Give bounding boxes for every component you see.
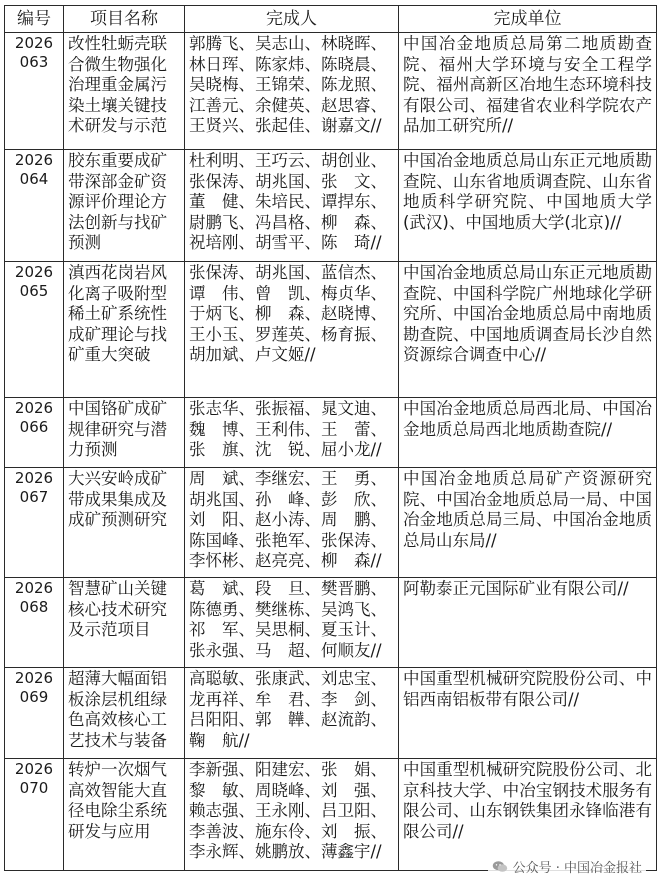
wechat-icon (492, 860, 508, 873)
row-completers: 张志华、张振福、晁文迪、魏 博、王利伟、王 蕾、张 旗、沈 锐、屈小龙// (185, 398, 399, 468)
row-code: 2026 064 (5, 150, 64, 262)
row-completers: 李新强、阳建宏、张 娟、黎 敏、周晓峰、刘 强、赖志强、王永刚、吕卫阳、李善波、施东伶、刘 振、李永辉、姚鹏放、薄鑫宇// (185, 759, 399, 871)
table-row (5, 468, 657, 578)
row-code: 2026 065 (5, 262, 64, 398)
row-units: 中国重型机械研究院股份公司、中铝西南铝板带有限公司// (399, 668, 657, 759)
table-row (5, 759, 657, 871)
row-project-name: 滇西花岗岩风化离子吸附型稀土矿系统性成矿理论与找矿重大突破 (64, 262, 185, 398)
row-completers: 葛 斌、段 旦、樊晋鹏、陈德勇、樊继栋、吴鸿飞、祁 军、吴思桐、夏玉计、张永强、马 超、何顺友// (185, 578, 399, 668)
row-completers: 张保涛、胡兆国、蓝信杰、谭 伟、曾 凯、梅贞华、于炳飞、柳 森、赵晓博、王小玉、罗莲英、杨育振、胡加斌、卢文姬// (185, 262, 399, 398)
row-completers: 高聪敏、张康武、刘忠宝、龙再祥、牟 君、李 剑、吕阳阳、郭 韡、赵流韵、鞠 航// (185, 668, 399, 759)
awards-table (4, 5, 657, 871)
table-row (5, 150, 657, 262)
header-units: 完成单位 (399, 6, 657, 33)
row-code: 2026 070 (5, 759, 64, 871)
table-row (5, 262, 657, 398)
header-row (5, 6, 657, 33)
row-units: 中国冶金地质总局第二地质勘查院、福州大学环境与安全工程学院、福州高新区冶地生态环境科技有限公司、福建省农业科学院农产品加工研究所// (399, 33, 657, 150)
header-completers: 完成人 (185, 6, 399, 33)
row-project-name: 改性牡蛎壳联合微生物强化治理重金属污染土壤关键技术研发与示范 (64, 33, 185, 150)
row-project-name: 大兴安岭成矿带成果集成及成矿预测研究 (64, 468, 185, 578)
row-code: 2026 067 (5, 468, 64, 578)
header-project-name: 项目名称 (64, 6, 185, 33)
header-code: 编号 (5, 6, 64, 33)
row-project-name: 超薄大幅面铝板涂层机组绿色高效核心工艺技术与装备 (64, 668, 185, 759)
row-project-name: 中国铬矿成矿规律研究与潜力预测 (64, 398, 185, 468)
row-units: 阿勒泰正元国际矿业有限公司// (399, 578, 657, 668)
row-units: 中国冶金地质总局山东正元地质勘查院、山东省地质调查院、山东省地质科学研究院、中国地质大学(武汉)、中国地质大学(北京)// (399, 150, 657, 262)
row-project-name: 转炉一次烟气高效智能大直径电除尘系统研发与应用 (64, 759, 185, 871)
table-row (5, 398, 657, 468)
watermark (488, 856, 646, 877)
row-completers: 周 斌、李继宏、王 勇、胡兆国、孙 峰、彭 欣、刘 阳、赵小涛、周 鹏、陈国峰、张艳军、张保涛、李怀彬、赵亮亮、柳 森// (185, 468, 399, 578)
row-code: 2026 069 (5, 668, 64, 759)
row-units: 中国重型机械研究院股份公司、北京科技大学、中冶宝钢技术服务有限公司、山东钢铁集团永锋临港有限公司// (399, 759, 657, 871)
row-completers: 杜利明、王巧云、胡创业、张保涛、胡兆国、张 文、董 健、朱培民、谭捍东、尉鹏飞、冯昌格、柳 森、祝培刚、胡雪平、陈 琦// (185, 150, 399, 262)
row-project-name: 智慧矿山关键核心技术研究及示范项目 (64, 578, 185, 668)
table-row (5, 33, 657, 150)
table-row (5, 668, 657, 759)
row-units: 中国冶金地质总局矿产资源研究院、中国冶金地质总局一局、中国冶金地质总局三局、中国冶金地质总局山东局// (399, 468, 657, 578)
row-code: 2026 063 (5, 33, 64, 150)
table-row (5, 578, 657, 668)
row-project-name: 胶东重要成矿带深部金矿资源评价理论方法创新与找矿预测 (64, 150, 185, 262)
row-code: 2026 066 (5, 398, 64, 468)
row-units: 中国冶金地质总局山东正元地质勘查院、中国科学院广州地球化学研究所、中国冶金地质总局中南地质勘查院、中国地质调查局长沙自然资源综合调查中心// (399, 262, 657, 398)
row-code: 2026 068 (5, 578, 64, 668)
row-completers: 郭腾飞、吴志山、林晓晖、林日珲、陈家炜、陈晓晨、吴晓梅、王锦荣、陈龙照、江善元、余健英、赵思睿、王贤兴、张起佳、谢嘉文// (185, 33, 399, 150)
row-units: 中国冶金地质总局西北局、中国冶金地质总局西北地质勘查院// (399, 398, 657, 468)
watermark-text: 公众号 · 中国冶金报社 (512, 861, 642, 876)
